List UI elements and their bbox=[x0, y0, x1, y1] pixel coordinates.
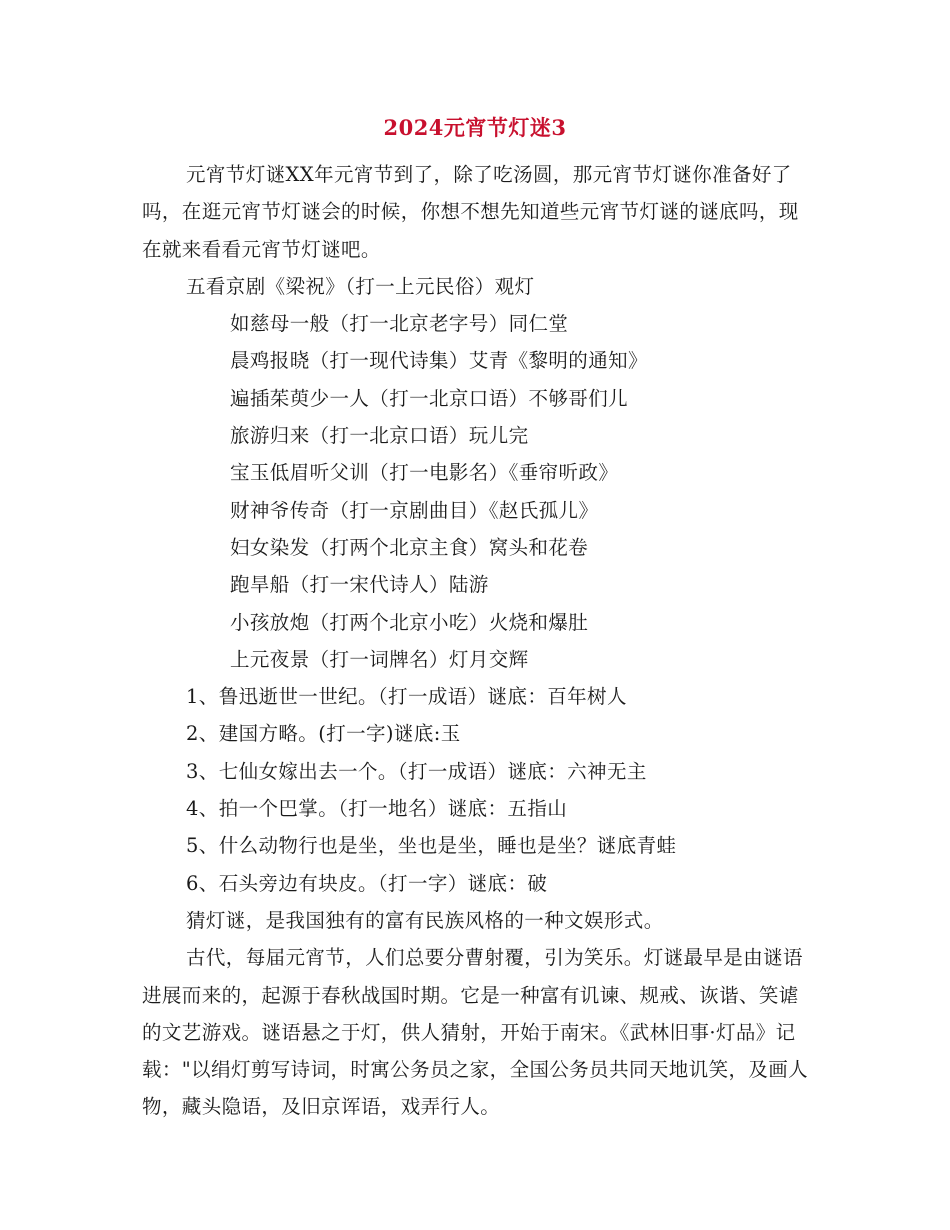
numbered-riddle: 2、建国方略。(打一字)谜底:玉 bbox=[186, 722, 461, 746]
riddle-line: 妇女染发（打两个北京主食）窝头和花卷 bbox=[230, 535, 589, 559]
riddle-line: 晨鸡报晓（打一现代诗集）艾青《黎明的通知》 bbox=[230, 349, 648, 373]
riddle-line: 上元夜景（打一词牌名）灯月交辉 bbox=[230, 647, 529, 671]
riddle-line: 财神爷传奇（打一京剧曲目）《赵氏孤儿》 bbox=[230, 498, 599, 522]
document-title: 2024元宵节灯迷3 bbox=[383, 115, 567, 140]
document-body bbox=[142, 156, 817, 1126]
riddle-lead: 五看京剧《梁祝》（打一上元民俗）观灯 bbox=[186, 274, 535, 298]
riddle-line: 旅游归来（打一北京口语）玩儿完 bbox=[230, 424, 529, 448]
numbered-riddle: 3、七仙女嫁出去一个。（打一成语）谜底：六神无主 bbox=[186, 759, 647, 783]
intro-paragraph: 元宵节灯谜XX年元宵节到了，除了吃汤圆，那元宵节灯谜你准备好了吗，在逛元宵节灯谜会的时候，你想不想先知道些元宵节灯谜的谜底吗，现在就来看看元宵节灯谜吧。 bbox=[142, 163, 799, 261]
numbered-riddle: 6、石头旁边有块皮。（打一字）谜底：破 bbox=[186, 871, 548, 895]
riddle-line: 跑旱船（打一宋代诗人）陆游 bbox=[230, 573, 489, 597]
body-paragraph: 猜灯谜，是我国独有的富有民族风格的一种文娱形式。 bbox=[186, 908, 664, 932]
riddle-line: 如慈母一般（打一北京老字号）同仁堂 bbox=[230, 312, 569, 336]
body-paragraph: 古代，每届元宵节，人们总要分曹射覆，引为笑乐。灯谜最早是由谜语进展而来的，起源于春秋战国时期。它是一种富有讥谏、规戒、诙谐、笑谑的文艺游戏。谜语悬之于灯，供人猜射，开始于南宋。《武林旧事·灯品》记载："以绢灯剪写诗词，时寓公务员之家，全国公务员共同天地讥笑，及画人物，藏头隐语，及旧京诨语，戏弄行人。 bbox=[142, 946, 809, 1119]
numbered-riddle: 5、什么动物行也是坐，坐也是坐，睡也是坐？谜底青蛙 bbox=[186, 834, 677, 858]
numbered-riddle: 1、鲁迅逝世一世纪。（打一成语）谜底：百年树人 bbox=[186, 685, 627, 709]
riddle-line: 遍插茱萸少一人（打一北京口语）不够哥们儿 bbox=[230, 386, 629, 410]
riddle-line: 小孩放炮（打两个北京小吃）火烧和爆肚 bbox=[230, 610, 589, 634]
numbered-riddle: 4、拍一个巴掌。（打一地名）谜底：五指山 bbox=[186, 797, 568, 821]
riddle-line: 宝玉低眉听父训（打一电影名）《垂帘听政》 bbox=[230, 461, 619, 485]
